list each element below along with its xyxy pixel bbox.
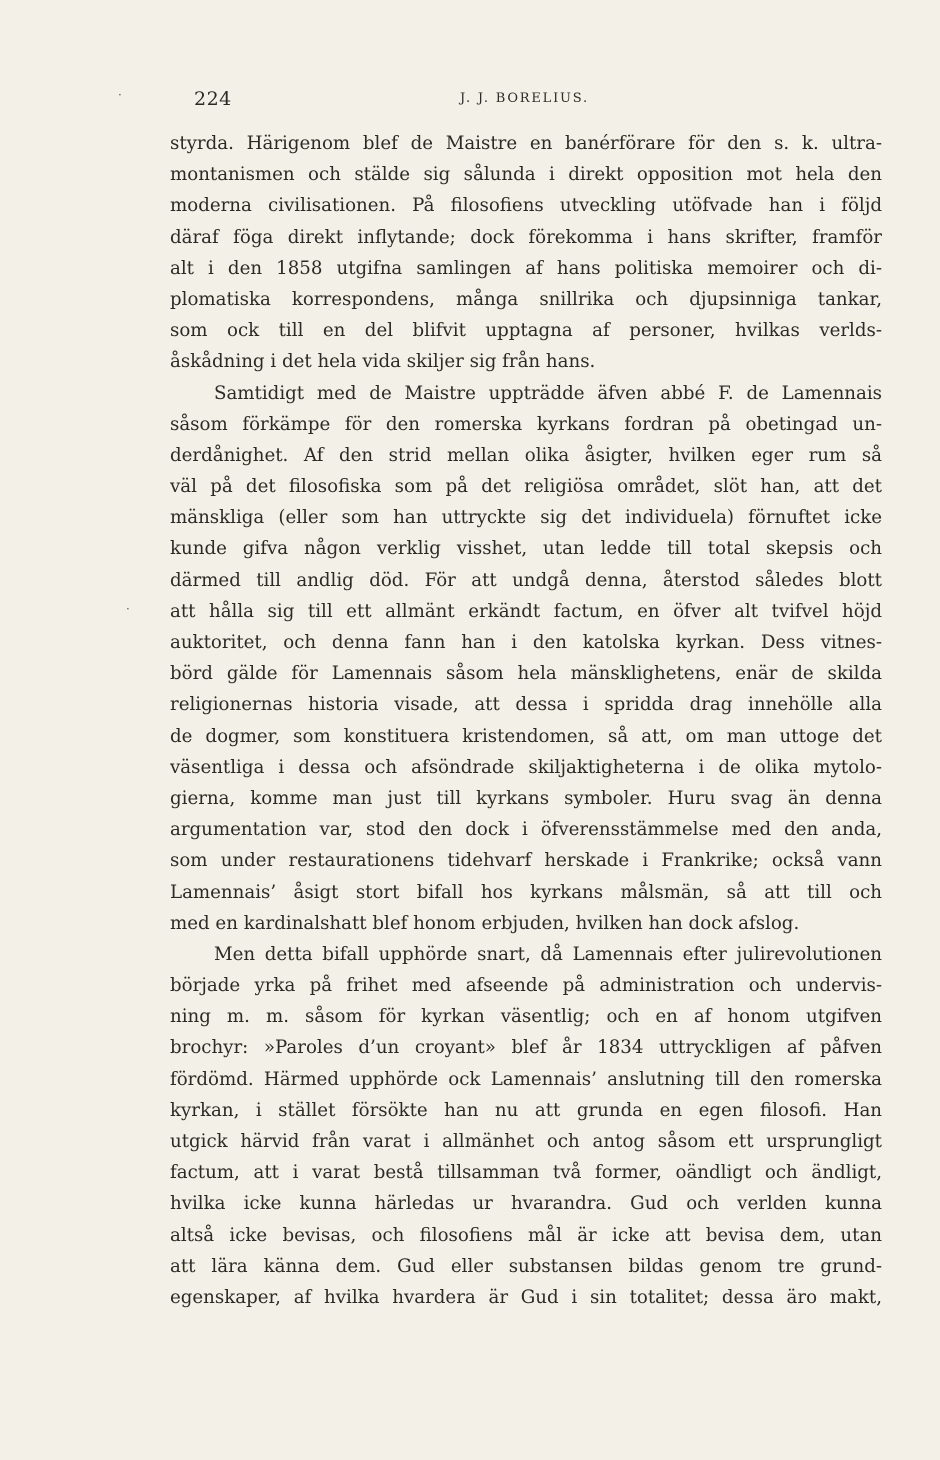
margin-mark: · bbox=[118, 88, 122, 102]
text-line: brochyr: »Paroles d’un croyant» blef år 1834 uttryckligen af påfven bbox=[170, 1037, 882, 1059]
text-line: åskådning i det hela vida skiljer sig från hans. bbox=[170, 351, 596, 373]
body-text bbox=[170, 128, 882, 1313]
text-line: egenskaper, af hvilka hvardera är Gud i sin totalitet; dessa äro makt, bbox=[170, 1286, 882, 1308]
text-line: gierna, komme man just till kyrkans symboler. Huru svag än denna bbox=[170, 787, 882, 809]
text-line: börd gälde för Lamennais såsom hela mänsklighetens, enär de skilda bbox=[170, 663, 882, 685]
text-line: Men detta bifall upphörde snart, då Lamennais efter julirevolutionen bbox=[214, 943, 882, 965]
text-line: de dogmer, som konstituera kristendomen, så att, om man uttoge det bbox=[170, 725, 882, 747]
text-line: hvilka icke kunna härledas ur hvarandra. Gud och verlden kunna bbox=[170, 1193, 882, 1215]
text-line: såsom förkämpe för den romerska kyrkans fordran på obetingad un- bbox=[170, 413, 882, 435]
text-line: religionernas historia visade, att dessa i spridda drag innehölle alla bbox=[170, 694, 882, 716]
text-line: derdånighet. Af den strid mellan olika åsigter, hvilken eger rum så bbox=[170, 444, 882, 466]
page-number: 224 bbox=[194, 88, 232, 110]
margin-mark: · bbox=[126, 602, 130, 616]
text-line: utgick härvid från varat i allmänhet och antog såsom ett ursprungligt bbox=[170, 1131, 882, 1152]
text-line: argumentation var, stod den dock i öfverensstämmelse med den anda, bbox=[170, 819, 882, 841]
text-line: att lära känna dem. Gud eller substansen bildas genom tre grund- bbox=[170, 1255, 882, 1277]
text-line: mänskliga (eller som han uttryckte sig det individuela) förnuftet icke bbox=[170, 507, 882, 529]
text-line: ning m. m. såsom för kyrkan väsentlig; och en af honom utgifven bbox=[170, 1006, 882, 1028]
text-line: som under restaurationens tidehvarf herskade i Frankrike; också vann bbox=[170, 850, 882, 872]
text-line: alt i den 1858 utgifna samlingen af hans politiska memoirer och di- bbox=[170, 257, 882, 279]
text-line: auktoritet, och denna fann han i den katolska kyrkan. Dess vitnes- bbox=[170, 632, 882, 653]
text-line: kyrkan, i stället försökte han nu att grunda en egen filosofi. Han bbox=[170, 1099, 882, 1121]
text-line: moderna civilisationen. På filosofiens utveckling utöfvade han i följd bbox=[170, 195, 882, 217]
text-line: Samtidigt med de Maistre uppträdde äfven abbé F. de Lamennais bbox=[214, 382, 882, 404]
text-line: kunde gifva någon verklig visshet, utan ledde till total skepsis och bbox=[170, 538, 882, 560]
text-line: därmed till andlig död. För att undgå denna, återstod således blott bbox=[170, 569, 882, 591]
text-line: väl på det filosofiska som på det religiösa området, slöt han, att det bbox=[170, 476, 882, 498]
page-header bbox=[170, 88, 882, 112]
text-line: började yrka på frihet med afseende på administration och undervis- bbox=[170, 975, 882, 997]
text-line: altså icke bevisas, och filosofiens mål är icke att bevisa dem, utan bbox=[170, 1224, 882, 1246]
text-line: däraf föga direkt inflytande; dock förekomma i hans skrifter, framför bbox=[170, 226, 882, 248]
text-line: montanismen och stälde sig sålunda i direkt opposition mot hela den bbox=[170, 164, 882, 186]
text-line: plomatiska korrespondens, många snillrika och djupsinniga tankar, bbox=[170, 288, 882, 310]
text-line: fördömd. Härmed upphörde ock Lamennais’ anslutning till den romerska bbox=[170, 1068, 882, 1090]
text-line: styrda. Härigenom blef de Maistre en banérförare för den s. k. ultra- bbox=[170, 133, 882, 154]
text-line: att hålla sig till ett allmänt erkändt factum, en öfver alt tvifvel höjd bbox=[170, 600, 882, 622]
text-line: Lamennais’ åsigt stort bifall hos kyrkans målsmän, så att till och bbox=[170, 881, 882, 903]
running-head: J. J. BORELIUS. bbox=[460, 91, 589, 106]
text-line: som ock till en del blifvit upptagna af personer, hvilkas verlds- bbox=[170, 320, 882, 342]
text-line: factum, att i varat bestå tillsamman två former, oändligt och ändligt, bbox=[170, 1162, 882, 1184]
text-line: med en kardinalshatt blef honom erbjuden, hvilken han dock afslog. bbox=[170, 912, 800, 934]
text-line: väsentliga i dessa och afsöndrade skiljaktigheterna i de olika mytolo- bbox=[170, 756, 882, 778]
